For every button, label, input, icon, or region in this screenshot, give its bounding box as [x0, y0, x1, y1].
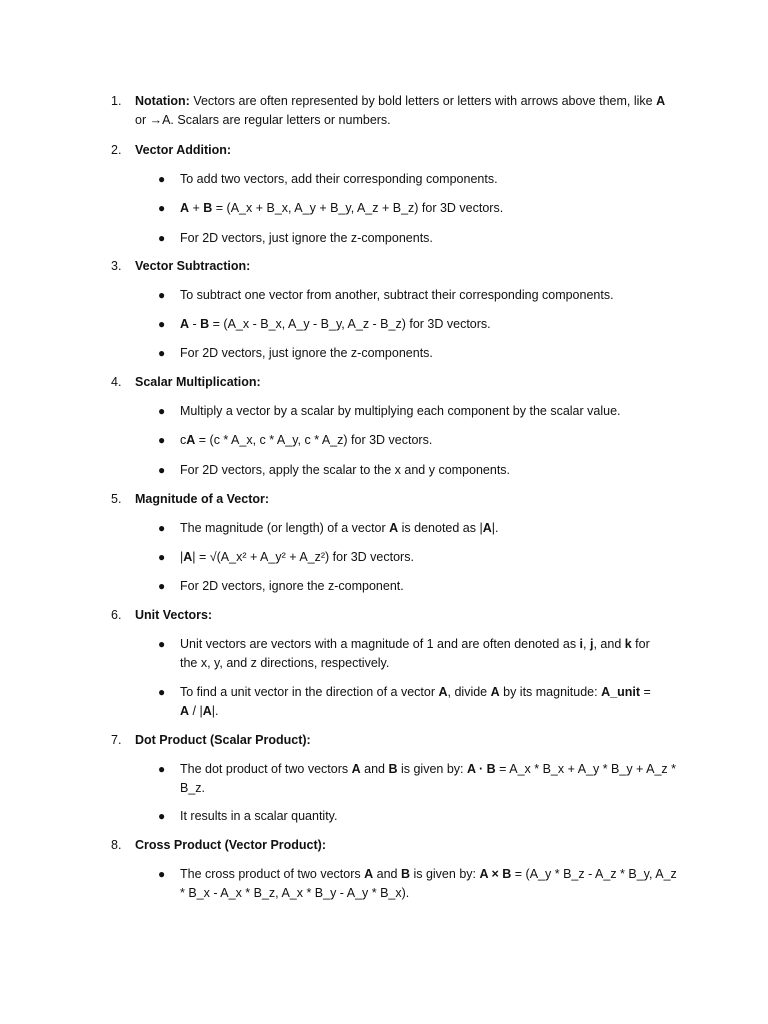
text-run: To find a unit vector in the direction of a vector: [180, 685, 439, 699]
text-run: c: [180, 433, 187, 447]
bullet-dot-icon: ●: [158, 172, 166, 186]
bullet-text: To add two vectors, add their corresponding components.: [180, 172, 498, 186]
list-number: 3.: [111, 259, 122, 273]
list-number: 2.: [111, 143, 122, 157]
bullet-dot-icon: ●: [158, 521, 166, 535]
bold-symbol: A_unit: [601, 685, 640, 699]
text-run: The cross product of two vectors: [180, 867, 365, 881]
text-run: Unit vectors are vectors with a magnitude of 1 and are often denoted as: [180, 637, 580, 651]
text-run: the x, y, and z directions, respectively.: [180, 656, 390, 670]
bullet-dot-icon: ●: [158, 404, 166, 418]
bullet-text: [180, 683, 680, 721]
text-run: and: [360, 762, 389, 776]
bullet-text: [180, 199, 680, 218]
text-run: , divide: [447, 685, 491, 699]
bullet-text: [180, 760, 680, 798]
item-heading: Magnitude of a Vector:: [135, 492, 270, 506]
text-run: |.: [211, 704, 219, 718]
list-number: 4.: [111, 375, 122, 389]
bold-symbol: i: [579, 637, 584, 651]
item-heading: Vector Addition:: [135, 143, 232, 157]
list-number: 6.: [111, 608, 122, 622]
bullet-text: [180, 431, 680, 450]
bullet-dot-icon: ●: [158, 579, 166, 593]
bullet-text: To subtract one vector from another, subtract their corresponding components.: [180, 288, 614, 302]
bold-symbol: A: [490, 685, 500, 699]
text-run: = (A_x - B_x, A_y - B_y, A_z - B_z) for 3D vectors.: [209, 317, 491, 331]
bold-symbol: k: [624, 637, 632, 651]
bullet-dot-icon: ●: [158, 433, 166, 447]
bullet-text: [180, 315, 680, 334]
text-run: , and: [593, 637, 625, 651]
bold-symbol: A: [389, 521, 399, 535]
bold-symbol: A: [183, 550, 193, 564]
list-number: 8.: [111, 838, 122, 852]
bold-symbol: j: [589, 637, 594, 651]
bold-symbol: A × B: [479, 867, 512, 881]
bold-symbol: B: [388, 762, 398, 776]
text-run: = (A_y * B_z - A_z * B_y, A_z: [511, 867, 677, 881]
bullet-text: [180, 519, 680, 538]
text-run: B_z.: [180, 781, 206, 795]
bold-symbol: A: [351, 762, 361, 776]
body-text: Vectors are often represented by bold letters or letters with arrows above them, like: [189, 94, 657, 108]
list-number: 7.: [111, 733, 122, 747]
bold-symbol: A: [202, 704, 212, 718]
body-text-line2: or →A. Scalars are regular letters or numbers.: [135, 113, 391, 127]
item-heading: Unit Vectors:: [135, 608, 213, 622]
bold-symbol: A: [180, 317, 190, 331]
bullet-dot-icon: ●: [158, 809, 166, 823]
bullet-dot-icon: ●: [158, 762, 166, 776]
item-heading: Notation:: [135, 94, 190, 108]
text-run: = (A_x + B_x, A_y + B_y, A_z + B_z) for 3D vectors.: [212, 201, 504, 215]
text-run: The dot product of two vectors: [180, 762, 352, 776]
text-run: ,: [583, 637, 590, 651]
bold-symbol: A: [482, 521, 492, 535]
bullet-text: It results in a scalar quantity.: [180, 809, 338, 823]
item-heading: Vector Subtraction:: [135, 259, 251, 273]
bold-symbol: B: [400, 867, 410, 881]
bullet-dot-icon: ●: [158, 346, 166, 360]
text-run: +: [189, 201, 204, 215]
text-run: The magnitude (or length) of a vector: [180, 521, 390, 535]
bold-symbol: A · B: [466, 762, 496, 776]
bullet-text: For 2D vectors, apply the scalar to the x and y components.: [180, 463, 511, 477]
list-text: [135, 92, 675, 130]
item-heading: Cross Product (Vector Product):: [135, 838, 326, 852]
text-run: * B_x - A_x * B_z, A_x * B_y - A_y * B_x).: [180, 886, 410, 900]
bullet-text: Multiply a vector by a scalar by multiplying each component by the scalar value.: [180, 404, 621, 418]
text-run: = A_x * B_x + A_y * B_y + A_z *: [495, 762, 677, 776]
bullet-text: For 2D vectors, ignore the z-component.: [180, 579, 404, 593]
bullet-text: [180, 865, 680, 903]
list-number: 5.: [111, 492, 122, 506]
bullet-dot-icon: ●: [158, 288, 166, 302]
text-run: is given by:: [397, 762, 467, 776]
bold-symbol: A: [180, 201, 190, 215]
bold-symbol: A: [180, 704, 190, 718]
list-number: 1.: [111, 94, 122, 108]
bullet-dot-icon: ●: [158, 463, 166, 477]
text-run: and: [373, 867, 401, 881]
item-heading: Dot Product (Scalar Product):: [135, 733, 311, 747]
text-run: |.: [491, 521, 499, 535]
bold-symbol: B: [203, 201, 213, 215]
bullet-dot-icon: ●: [158, 685, 166, 699]
text-run: for: [631, 637, 650, 651]
bullet-dot-icon: ●: [158, 867, 166, 881]
text-run: is given by:: [409, 867, 480, 881]
bold-symbol: B: [200, 317, 210, 331]
bullet-text: For 2D vectors, just ignore the z-components.: [180, 231, 433, 245]
text-run: =: [639, 685, 651, 699]
bullet-dot-icon: ●: [158, 317, 166, 331]
bullet-dot-icon: ●: [158, 637, 166, 651]
text-run: by its magnitude:: [499, 685, 602, 699]
bullet-dot-icon: ●: [158, 550, 166, 564]
text-run: = (c * A_x, c * A_y, c * A_z) for 3D vectors.: [195, 433, 433, 447]
bold-symbol: A: [364, 867, 374, 881]
bullet-dot-icon: ●: [158, 231, 166, 245]
text-run: |: [180, 550, 184, 564]
text-run: | = √(A_x² + A_y² + A_z²) for 3D vectors.: [192, 550, 414, 564]
text-run: / |: [189, 704, 203, 718]
bullet-dot-icon: ●: [158, 201, 166, 215]
bullet-text: For 2D vectors, just ignore the z-components.: [180, 346, 433, 360]
text-run: -: [189, 317, 201, 331]
bullet-text: [180, 548, 680, 567]
text-run: is denoted as |: [398, 521, 483, 535]
bold-symbol: A: [656, 94, 666, 108]
bold-symbol: A: [186, 433, 196, 447]
bold-symbol: A: [438, 685, 448, 699]
item-heading: Scalar Multiplication:: [135, 375, 261, 389]
bullet-text: [180, 635, 680, 673]
